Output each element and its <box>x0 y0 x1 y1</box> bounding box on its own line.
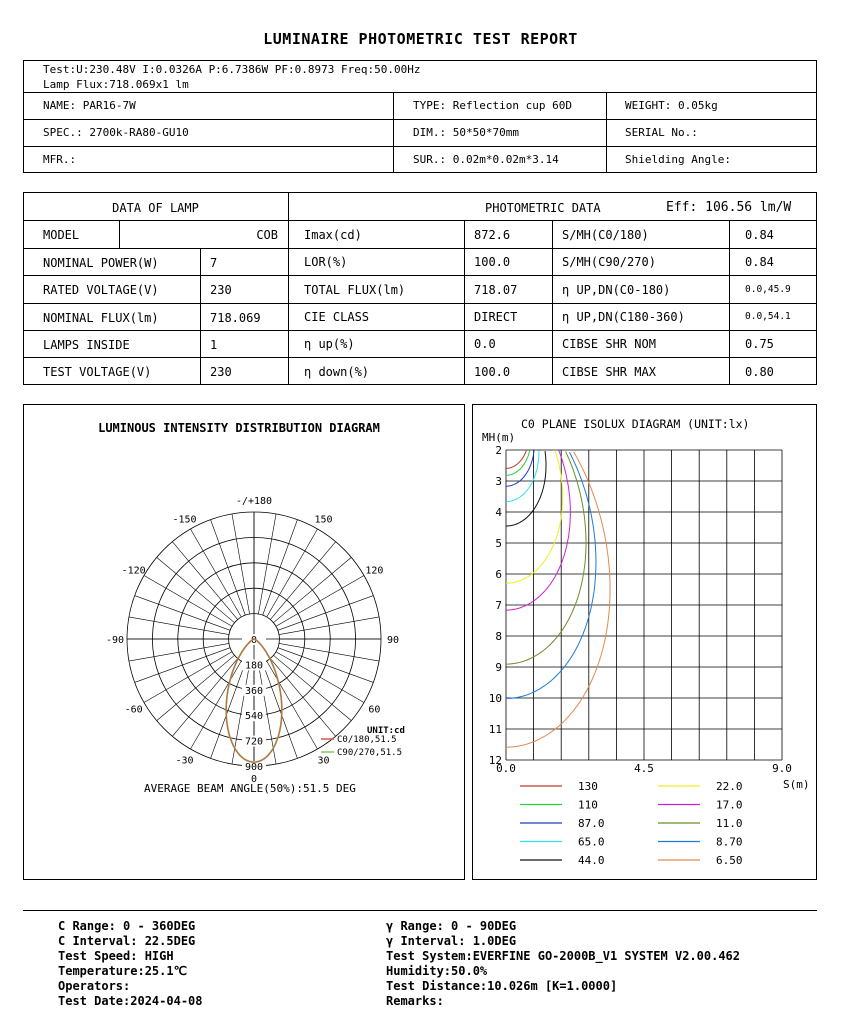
photo-row-value-2: 0.75 <box>745 337 774 352</box>
info-weight: WEIGHT: 0.05kg <box>625 99 718 112</box>
photo-row-value-2: 0.0,45.9 <box>745 283 791 295</box>
isolux-y-tick: 3 <box>495 475 502 488</box>
photo-row-label: Imax(cd) <box>304 228 362 242</box>
isolux-y-tick: 2 <box>495 444 502 457</box>
footer-right-line: Humidity:50.0% <box>386 964 488 978</box>
polar-spoke <box>157 557 235 622</box>
polar-angle-label: -60 <box>124 704 143 716</box>
polar-spoke <box>144 576 232 627</box>
polar-spoke <box>263 520 298 615</box>
photo-row-value: 872.6 <box>474 228 511 242</box>
polar-spoke <box>258 514 276 614</box>
info-dim: DIM.: 50*50*70mm <box>413 126 519 139</box>
footer-left-line: Test Date:2024-04-08 <box>58 994 203 1008</box>
polar-title: LUMINOUS INTENSITY DISTRIBUTION DIAGRAM <box>98 421 380 435</box>
polar-spoke <box>129 617 229 635</box>
photometric-data-header: PHOTOMETRIC DATA <box>485 201 601 215</box>
footer-left-line: C Range: 0 - 360DEG <box>58 919 196 933</box>
isolux-legend-label: 44.0 <box>578 854 605 867</box>
photo-row-value: 718.07 <box>474 282 518 297</box>
footer-left-line: Temperature:25.1℃ <box>58 964 188 978</box>
isolux-contour <box>506 451 586 664</box>
polar-spoke <box>129 643 229 661</box>
isolux-chart <box>472 404 817 880</box>
polar-spoke <box>211 663 246 758</box>
isolux-title: C0 PLANE ISOLUX DIAGRAM (UNIT:lx) <box>521 417 750 431</box>
polar-spoke <box>276 576 364 627</box>
photo-row-label-2: S/MH(C0/180) <box>562 228 649 242</box>
info-serial: SERIAL No.: <box>625 126 698 139</box>
model-label: MODEL <box>43 228 80 242</box>
lamp-row-value: 230 <box>210 365 232 380</box>
footer-left-line: C Interval: 22.5DEG <box>58 934 196 948</box>
isolux-x-tick: 4.5 <box>634 762 654 775</box>
polar-radial-label: 900 <box>244 762 264 773</box>
beam-angle: AVERAGE BEAM ANGLE(50%):51.5 DEG <box>144 782 356 795</box>
photo-row-label: LOR(%) <box>304 255 348 270</box>
efficacy: Eff: 106.56 lm/W <box>666 200 792 215</box>
lamp-row-label: LAMPS INSIDE <box>43 337 130 352</box>
isolux-y-tick: 7 <box>495 599 502 612</box>
photo-row-label-2: η UP,DN(C180-360) <box>562 309 685 324</box>
polar-angle-label: -30 <box>175 755 194 767</box>
polar-angle-label: -150 <box>172 514 197 526</box>
polar-spoke <box>267 529 318 617</box>
lamp-row-label: NOMINAL POWER(W) <box>43 256 159 270</box>
polar-spoke <box>270 542 335 620</box>
polar-spoke <box>144 652 232 703</box>
isolux-legend-label: 8.70 <box>716 835 743 849</box>
test-line-1: Test:U:230.48V I:0.0326A P:6.7386W PF:0.8973 Freq:50.00Hz <box>43 63 421 76</box>
polar-spoke <box>267 661 318 749</box>
isolux-y-tick: 8 <box>495 630 502 643</box>
polar-spoke <box>211 520 246 615</box>
info-shielding: Shielding Angle: <box>625 153 731 166</box>
isolux-contour <box>506 451 546 526</box>
photo-row-label: CIE CLASS <box>304 309 370 324</box>
photo-row-value: 100.0 <box>474 364 511 379</box>
polar-spoke <box>279 617 379 635</box>
footer-left-line: Test Speed: HIGH <box>58 949 174 963</box>
polar-radial-label: 540 <box>244 711 264 723</box>
test-line-2: Lamp Flux:718.069x1 lm <box>43 78 189 91</box>
photo-row-label-2: η UP,DN(C0-180) <box>562 282 671 297</box>
polar-angle-label: 30 <box>317 755 330 767</box>
isolux-x-tick: 9.0 <box>772 762 792 775</box>
lamp-row-value: 718.069 <box>210 310 261 325</box>
isolux-contour <box>506 452 596 698</box>
polar-angle-label: -90 <box>105 635 125 646</box>
polar-spoke <box>273 557 351 622</box>
footer-left-line: Operators: <box>58 979 131 993</box>
isolux-x-axis-label: S(m) <box>783 778 810 791</box>
isolux-legend-label: 87.0 <box>578 817 605 830</box>
polar-unit: UNIT:cd <box>367 726 405 736</box>
polar-spoke <box>278 596 373 631</box>
footer-right-line: Remarks: <box>386 994 444 1008</box>
photo-row-label: η down(%) <box>304 364 370 379</box>
isolux-y-tick: 6 <box>495 568 502 581</box>
isolux-legend-label: 22.0 <box>716 780 743 793</box>
photo-row-value-2: 0.84 <box>745 255 774 270</box>
polar-spoke <box>135 596 230 631</box>
polar-spoke <box>279 643 379 661</box>
lamp-row-label: TEST VOLTAGE(V) <box>43 365 152 380</box>
photo-row-label-2: CIBSE SHR MAX <box>562 364 656 379</box>
footer-right-line: Test Distance:10.026m [K=1.0000] <box>386 979 618 993</box>
polar-spoke <box>191 661 242 749</box>
isolux-legend-label: 110 <box>578 798 598 812</box>
photo-row-label: TOTAL FLUX(lm) <box>304 282 406 297</box>
polar-spoke <box>157 655 235 720</box>
isolux-legend-label: 6.50 <box>716 854 743 867</box>
polar-spoke <box>191 529 242 617</box>
isolux-contour <box>506 450 563 583</box>
polar-spoke <box>172 542 237 620</box>
polar-spoke <box>276 652 364 703</box>
polar-angle-label: -120 <box>121 565 146 577</box>
polar-spoke <box>273 655 351 720</box>
photo-row-label-2: S/MH(C90/270) <box>562 255 656 270</box>
polar-spoke <box>232 514 250 614</box>
polar-legend-label: C90/270,51.5 <box>337 748 403 758</box>
polar-spoke <box>263 663 298 758</box>
polar-angle-label: 150 <box>314 514 333 526</box>
lamp-row-label: NOMINAL FLUX(lm) <box>43 310 159 325</box>
lamp-row-value: 230 <box>210 283 232 298</box>
polar-radial-label: 180 <box>244 660 264 672</box>
photo-row-value-2: 0.80 <box>745 364 774 379</box>
polar-legend-label: C0/180,51.5 <box>337 735 397 745</box>
polar-radial-label: 720 <box>244 736 264 748</box>
isolux-y-tick: 12 <box>488 754 502 767</box>
isolux-y-tick: 11 <box>488 723 502 736</box>
info-sur: SUR.: 0.02m*0.02m*3.14 <box>413 153 559 166</box>
polar-angle-label: -/+180 <box>235 496 273 507</box>
lamp-data-header: DATA OF LAMP <box>112 201 199 215</box>
footer-right-line: γ Range: 0 - 90DEG <box>386 919 517 933</box>
photo-row-value-2: 0.84 <box>745 228 774 242</box>
photo-row-value: 100.0 <box>474 255 511 270</box>
polar-chart <box>23 404 465 880</box>
polar-angle-label: 0 <box>250 774 258 785</box>
polar-radial-label: 0 <box>250 635 258 646</box>
info-name: NAME: PAR16-7W <box>43 99 136 112</box>
photo-row-label: η up(%) <box>304 337 355 352</box>
photo-row-value-2: 0.0,54.1 <box>745 310 791 322</box>
isolux-x-tick: 0.0 <box>496 762 516 775</box>
lamp-row-label: RATED VOLTAGE(V) <box>43 283 159 298</box>
photo-row-value: DIRECT <box>474 309 518 324</box>
polar-radial-label: 360 <box>244 685 264 697</box>
lamp-row-value: 1 <box>210 337 218 352</box>
isolux-y-axis-label: MH(m) <box>482 431 516 444</box>
isolux-y-tick: 4 <box>495 506 502 519</box>
isolux-legend-label: 11.0 <box>716 817 743 830</box>
polar-angle-label: 60 <box>368 704 381 716</box>
isolux-y-tick: 10 <box>488 692 502 705</box>
info-spec: SPEC.: 2700k-RA80-GU10 <box>43 126 189 139</box>
isolux-y-tick: 9 <box>495 661 502 674</box>
isolux-legend-label: 17.0 <box>716 798 743 812</box>
polar-spoke <box>135 648 230 683</box>
photo-row-value: 0.0 <box>474 337 496 352</box>
photo-row-label-2: CIBSE SHR NOM <box>562 337 656 352</box>
report-title: LUMINAIRE PHOTOMETRIC TEST REPORT <box>263 30 578 48</box>
footer-rule <box>23 910 817 911</box>
polar-angle-label: 90 <box>386 635 400 646</box>
info-mfr: MFR.: <box>43 153 77 166</box>
footer-right-line: Test System:EVERFINE GO-2000B_V1 SYSTEM V2.00.462 <box>386 949 741 963</box>
isolux-legend-label: 65.0 <box>578 835 605 849</box>
polar-spoke <box>278 648 373 683</box>
isolux-y-tick: 5 <box>495 537 502 550</box>
info-type: TYPE: Reflection cup 60D <box>413 99 572 112</box>
lamp-row-value: 7 <box>210 256 218 270</box>
polar-angle-label: 120 <box>365 565 384 577</box>
model-value: COB <box>256 228 278 242</box>
isolux-legend-label: 130 <box>578 780 598 793</box>
footer-right-line: γ Interval: 1.0DEG <box>386 934 517 948</box>
